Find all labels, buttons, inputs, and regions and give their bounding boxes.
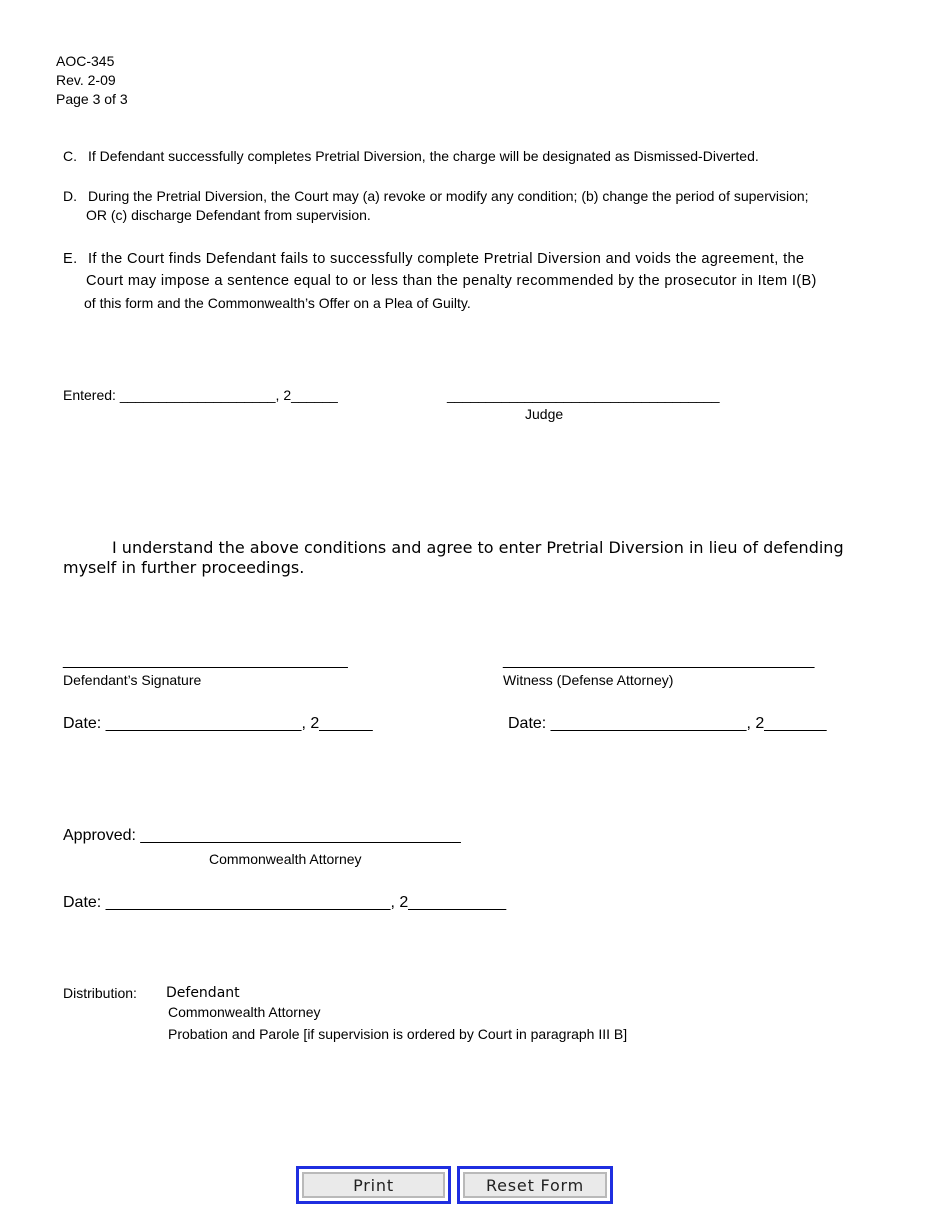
paragraph-c (63, 147, 759, 166)
judge-signature-line[interactable]: ___________________________________ (447, 387, 720, 403)
paragraph-d (63, 187, 809, 225)
approved-signature-line[interactable]: Approved: ____________________________________ (63, 827, 461, 844)
approval-date-field[interactable]: Date: ________________________________, 2___________ (63, 894, 507, 911)
paragraph-e (63, 248, 817, 314)
page-number: Page 3 of 3 (56, 91, 128, 107)
paragraph-e-label: E. (63, 251, 78, 267)
reset-form-button-label: Reset Form (463, 1172, 607, 1198)
judge-label: Judge (525, 406, 564, 422)
paragraph-d-line-1: During the Pretrial Diversion, the Court may (a) revoke or modify any condition; (b) change the period of supervision; (88, 188, 809, 204)
witness-signature-line[interactable]: ___________________________________ (503, 652, 815, 669)
paragraph-c-label: C. (63, 148, 77, 164)
commonwealth-attorney-label: Commonwealth Attorney (209, 851, 362, 867)
distribution-label: Distribution: (63, 985, 137, 1001)
distribution-item: Commonwealth Attorney (168, 1004, 321, 1020)
distribution-item: Probation and Parole [if supervision is ordered by Court in paragraph III B] (168, 1026, 628, 1042)
defendant-signature-label: Defendant’s Signature (63, 672, 202, 688)
paragraph-c-text: If Defendant successfully completes Pretrial Diversion, the charge will be designated as Dismissed-Diverted. (88, 148, 759, 164)
agreement-line-2: myself in further proceedings. (63, 558, 305, 577)
entered-date-field[interactable]: Entered: ____________________, 2______ (63, 387, 338, 403)
defendant-date-field[interactable]: Date: ______________________, 2______ (63, 715, 373, 732)
paragraph-e-line-2: Court may impose a sentence equal to or less than the penalty recommended by the prosecutor in Item I(B) (86, 273, 817, 289)
paragraph-e-line-3: of this form and the Commonwealth’s Offer on a Plea of Guilty. (84, 295, 471, 311)
reset-form-button[interactable] (457, 1166, 613, 1204)
print-button-label: Print (302, 1172, 445, 1198)
defendant-signature-line[interactable]: ________________________________ (63, 652, 348, 669)
witness-date-field[interactable]: Date: ______________________, 2_______ (508, 715, 827, 732)
print-button[interactable] (296, 1166, 451, 1204)
paragraph-d-line-2: OR (c) discharge Defendant from supervision. (86, 207, 371, 223)
form-number: AOC-345 (56, 53, 115, 69)
paragraph-e-line-1: If the Court finds Defendant fails to successfully complete Pretrial Diversion and voids the agreement, the (88, 251, 805, 267)
distribution-item: Defendant (166, 985, 240, 1001)
form-revision: Rev. 2-09 (56, 72, 116, 88)
witness-signature-label: Witness (Defense Attorney) (503, 672, 674, 688)
paragraph-d-label: D. (63, 188, 77, 204)
agreement-line-1: I understand the above conditions and agree to enter Pretrial Diversion in lieu of defending (112, 538, 844, 557)
